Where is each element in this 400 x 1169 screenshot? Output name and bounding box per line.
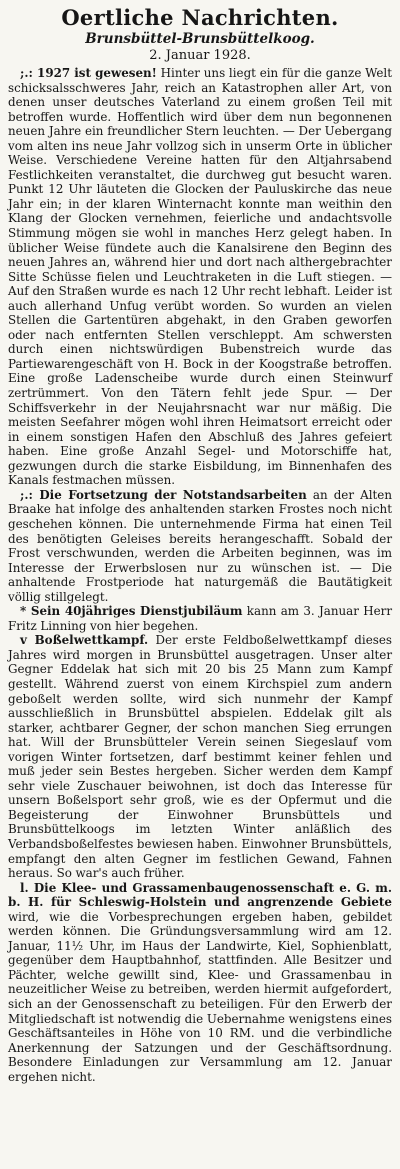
- article-column: [8, 66, 392, 1084]
- article-body: kann am 3. Januar Herr Fritz Linning von hier begehen.: [8, 604, 392, 633]
- article-emergency-works: [8, 488, 392, 604]
- section-subhead: Brunsbüttel-Brunsbüttelkoog.: [85, 31, 315, 47]
- article-body: Hinter uns liegt ein für die ganze Welt schicksalsschweres Jahr, reich an Katastrophen aller Art, von denen unser deutsches Vaterland zu einem großen Teil mit betroffen wurde. Hoffentlich wird über dem nun begonnenen neuen Jahre ein freundlicher Stern leuchten. — Der Uebergang vom alten ins neue Jahr vollzog sich in unserm Orte in üblicher Weise. Verschiedene Vereine hatten für den Altjahrsabend Festlichkeiten veranstaltet, die durchweg gut besucht waren. Punkt 12 Uhr läuteten die Glocken der Pauluskirche das neue Jahr ein; in der klaren Winternacht konnte man weithin den Klang der Glocken vernehmen, feierliche und andachtsvolle Stimmung mögen sie wohl in manches Herz gelegt haben. In üblicher Weise fündete auch die Kanalsirene den Beginn des neuen Jahres an, während hier und dort nach althergebrachter Sitte Schüsse fielen und Leuchtraketen in die Luft stiegen. — Auf den Straßen wurde es nach 12 Uhr recht lebhaft. Leider ist auch allerhand Unfug verübt worden. So wurden an vielen Stellen die Gartentüren abgehakt, in den Graben geworfen oder nach entfernten Stellen verschleppt. Am schwersten durch einen nichtswürdigen Bubenstreich wurde das Partiewarengeschäft von H. Bock in der Koogstraße betroffen. Eine große Ladenscheibe wurde durch einen Steinwurf zertrümmert. Von den Tätern fehlt jede Spur. — Der Schiffsverkehr in der Neujahrsnacht war nur mäßig. Die meisten Seefahrer mögen wohl ihren Heimatsort erreicht oder in einem sonstigen Hafen den Abschluß des Jahres gefeiert haben. Eine große Anzahl Segel- und Motorschiffe hat, gezwungen durch die starke Eisbildung, im Binnenhafen des Kanals festmachen müssen.: [8, 66, 392, 488]
- article-body: Der erste Feldboßelwettkampf dieses Jahres wird morgen in Brunsbüttel ausgetragen. Unser alter Gegner Eddelak hat sich mit 20 bis 25 Mann zum Kampf gestellt. Während zuerst von einem Kirchspiel zum andern geboßelt werden sollte, wird sich nunmehr der Kampf ausschließlich in Brunsbüttel abspielen. Eddelak gilt als starker, achtbarer Gegner, der schon manchen Sieg errungen hat. Will der Brunsbütteler Verein seinen Siegeslauf vom vorigen Winter fortsetzen, darf bestimmt keiner fehlen und muß jeder sein Bestes hergeben. Sicher werden dem Kampf sehr viele Zuschauer beiwohnen, ist doch das Interesse für unsern Boßelsport sehr groß, wie es der Opfermut und die Begeisterung der Einwohner Brunsbüttels und Brunsbüttelkoogs im letzten Winter anläßlich des Verbandsboßelfestes bewiesen haben. Einwohner Brunsbüttels, empfangt den alten Gegner im festlichen Gewand, Fahnen heraus. So war's auch früher.: [8, 633, 392, 881]
- article-cooperative: [8, 881, 392, 1085]
- section-masthead: Oertliche Nachrichten.: [61, 5, 339, 30]
- article-jubilee: [8, 604, 392, 633]
- article-body: an der Alten Braake hat infolge des anhaltenden starken Frostes noch nicht geschehen können. Die unternehmende Firma hat einen Teil des benötigten Geleises bereits herangeschafft. Sobald der Frost verschwunden, werden die Arbeiten beginnen, was im Interesse der Erwerbslosen nur zu wünschen ist. — Die anhaltende Frostperiode hat naturgemäß die Bautätigkeit völlig stillgelegt.: [8, 487, 392, 604]
- article-body: wird, wie die Vorbesprechungen ergeben haben, gebildet werden können. Die Gründungsversammlung wird am 12. Januar, 11½ Uhr, im Haus der Landwirte, Kiel, Sophienblatt, gegenüber dem Hauptbahnhof, stattfinden. Alle Besitzer und Pächter, welche gewillt sind, Klee- und Grassamenbau in neuzeitlicher Weise zu betreiben, werden hiermit aufgefordert, sich an der Genossenschaft zu beteiligen. Für den Erwerb der Mitgliedschaft ist notwendig die Uebernahme wenigstens eines Geschäftsanteiles in Höhe von 10 RM. und die verbindliche Anerkennung der Satzungen und der Geschäftsordnung. Besondere Einladungen zur Versammlung am 12. Januar ergehen nicht.: [8, 909, 392, 1084]
- article-bosseln: [8, 633, 392, 880]
- article-lead: ;.: 1927 ist gewesen!: [20, 66, 157, 80]
- dateline: 2. Januar 1928.: [149, 48, 251, 63]
- article-new-year: [8, 66, 392, 488]
- article-lead: v Boßelwettkampf.: [20, 633, 149, 648]
- article-lead: ;.: Die Fortsetzung der Notstandsarbeiten: [20, 487, 307, 502]
- article-lead: * Sein 40jähriges Dienstjubiläum: [20, 604, 243, 619]
- article-lead: l. Die Klee- und Grassamenbaugenossenschaft e. G. m. b. H. für Schleswig-Holstein und angrenzende Gebiete: [8, 880, 392, 910]
